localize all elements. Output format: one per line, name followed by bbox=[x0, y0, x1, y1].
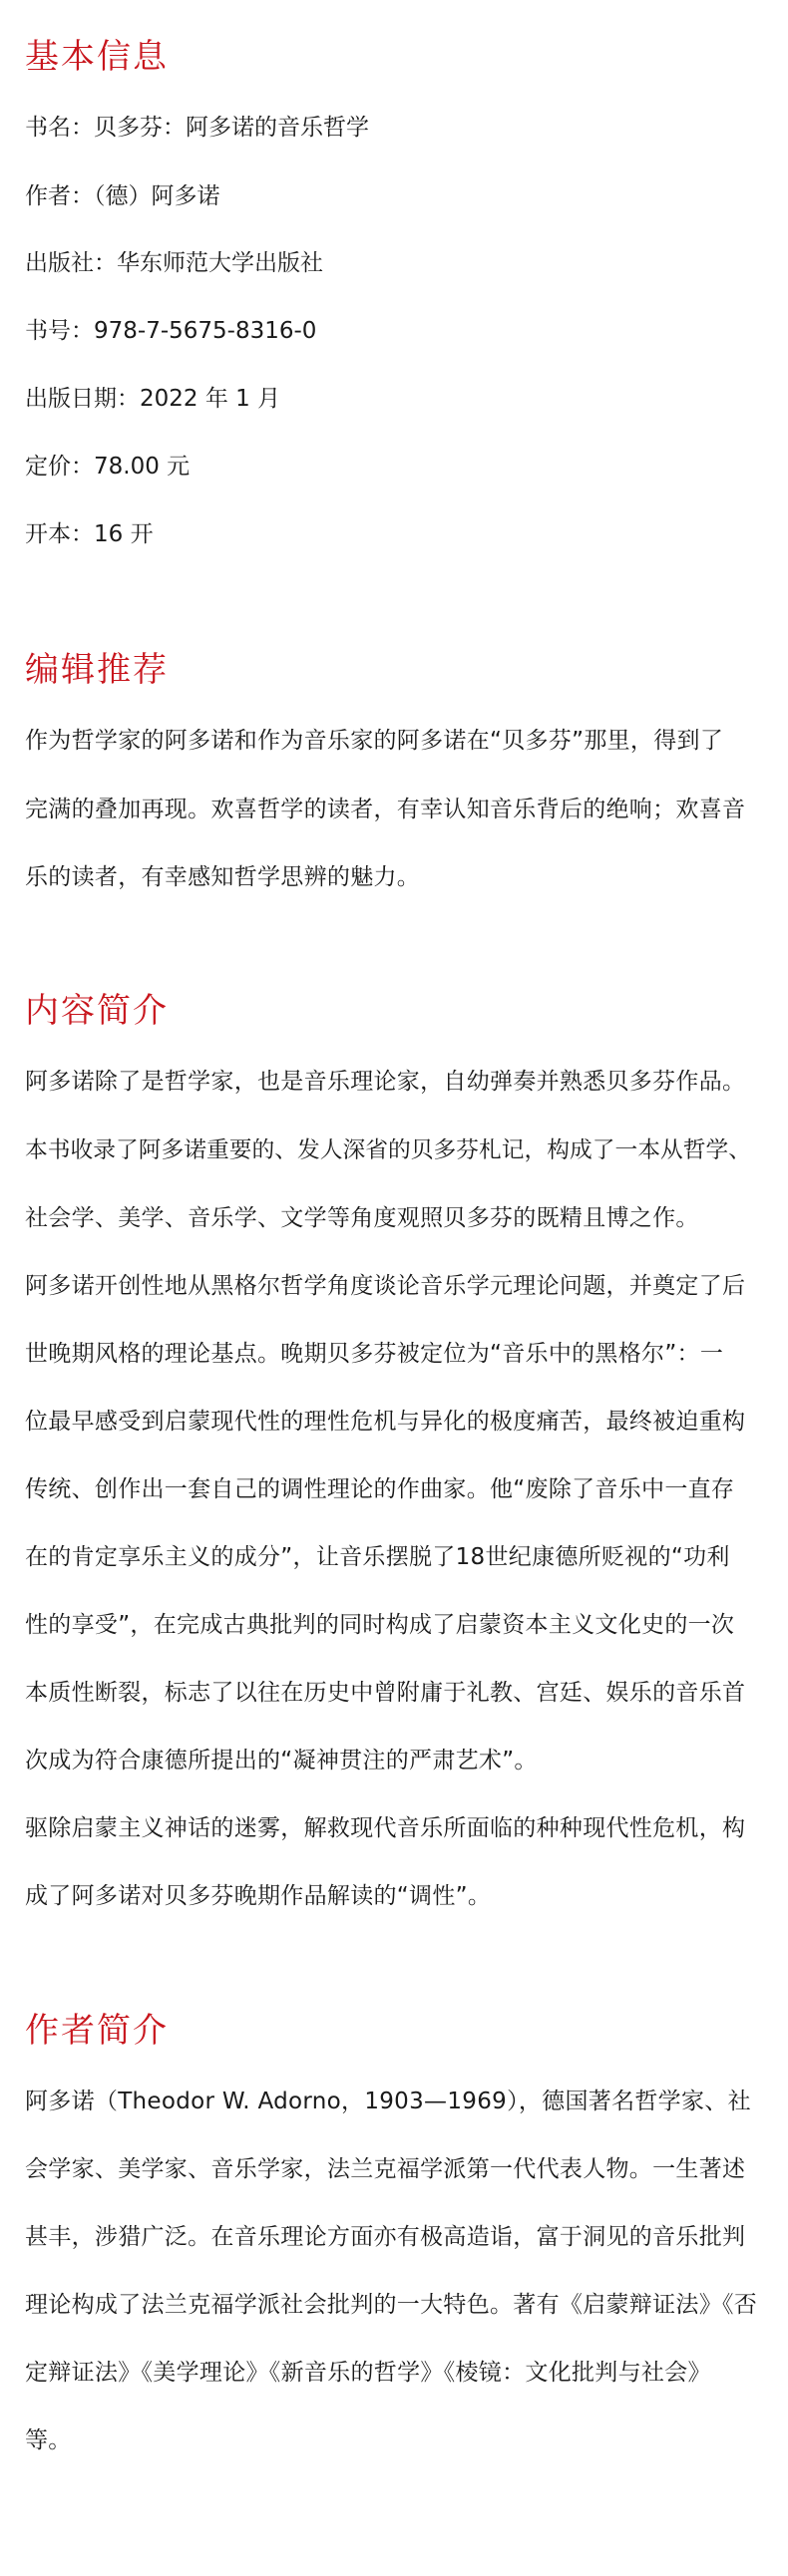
text-line: 位最早感受到启蒙现代性的理性危机与异化的极度痛苦，最终被迫重构 bbox=[25, 1409, 746, 1435]
text-line: 驱除启蒙主义神话的迷雾，解救现代音乐所面临的种种现代性危机，构 bbox=[25, 1815, 746, 1841]
section-title-basic-info: 基本信息 bbox=[25, 37, 169, 77]
info-isbn: 书号：978-7-5675-8316-0 bbox=[25, 318, 317, 344]
section-title-editor-recommendation: 编辑推荐 bbox=[25, 650, 169, 690]
section-title-content-summary: 内容简介 bbox=[25, 991, 169, 1031]
text-line: 会学家、美学家、音乐学家，法兰克福学派第一代代表人物。一生著述 bbox=[25, 2156, 746, 2182]
text-line: 成了阿多诺对贝多芬晚期作品解读的“调性”。 bbox=[25, 1883, 492, 1909]
text-line: 次成为符合康德所提出的“凝神贯注的严肃艺术”。 bbox=[25, 1748, 538, 1773]
text-line: 等。 bbox=[25, 2427, 72, 2453]
text-line: 乐的读者，有幸感知哲学思辨的魅力。 bbox=[25, 864, 421, 890]
section-title-author-bio: 作者简介 bbox=[25, 2011, 169, 2051]
text-line: 在的肯定享乐主义的成分”，让音乐摆脱了18世纪康德所贬视的“功利 bbox=[25, 1544, 730, 1570]
text-line: 阿多诺开创性地从黑格尔哲学角度谈论音乐学元理论问题，并奠定了后 bbox=[25, 1273, 746, 1299]
info-price: 定价：78.00 元 bbox=[25, 454, 191, 480]
info-publish-date: 出版日期：2022 年 1 月 bbox=[25, 386, 281, 412]
text-line: 本书收录了阿多诺重要的、发人深省的贝多芬札记，构成了一本从哲学、 bbox=[25, 1137, 751, 1163]
text-line: 阿多诺（Theodor W. Adorno，1903—1969），德国著名哲学家、社 bbox=[25, 2089, 751, 2114]
text-line: 阿多诺除了是哲学家，也是音乐理论家，自幼弹奏并熟悉贝多芬作品。 bbox=[25, 1069, 746, 1095]
text-line: 性的享受”，在完成古典批判的同时构成了启蒙资本主义文化史的一次 bbox=[25, 1612, 735, 1638]
info-author: 作者：（德）阿多诺 bbox=[25, 183, 220, 209]
info-title: 书名：贝多芬：阿多诺的音乐哲学 bbox=[25, 115, 369, 141]
text-line: 本质性断裂，标志了以往在历史中曾附庸于礼教、宫廷、娱乐的音乐首 bbox=[25, 1680, 746, 1706]
text-line: 传统、创作出一套自己的调性理论的作曲家。他“废除了音乐中一直存 bbox=[25, 1476, 735, 1502]
info-format: 开本：16 开 bbox=[25, 521, 154, 547]
text-line: 社会学、美学、音乐学、文学等角度观照贝多芬的既精且博之作。 bbox=[25, 1205, 699, 1231]
text-line: 世晚期风格的理论基点。晚期贝多芬被定位为“音乐中的黑格尔”：一 bbox=[25, 1341, 724, 1367]
text-line: 作为哲学家的阿多诺和作为音乐家的阿多诺在“贝多芬”那里，得到了 bbox=[25, 728, 724, 754]
text-line: 定辩证法》《美学理论》《新音乐的哲学》《棱镜：文化批判与社会》 bbox=[25, 2360, 711, 2386]
text-line: 甚丰，涉猎广泛。在音乐理论方面亦有极高造诣，富于洞见的音乐批判 bbox=[25, 2224, 746, 2250]
text-line: 理论构成了法兰克福学派社会批判的一大特色。著有《启蒙辩证法》《否 bbox=[25, 2292, 758, 2318]
info-publisher: 出版社：华东师范大学出版社 bbox=[25, 250, 323, 276]
text-line: 完满的叠加再现。欢喜哲学的读者，有幸认知音乐背后的绝响；欢喜音 bbox=[25, 797, 746, 822]
